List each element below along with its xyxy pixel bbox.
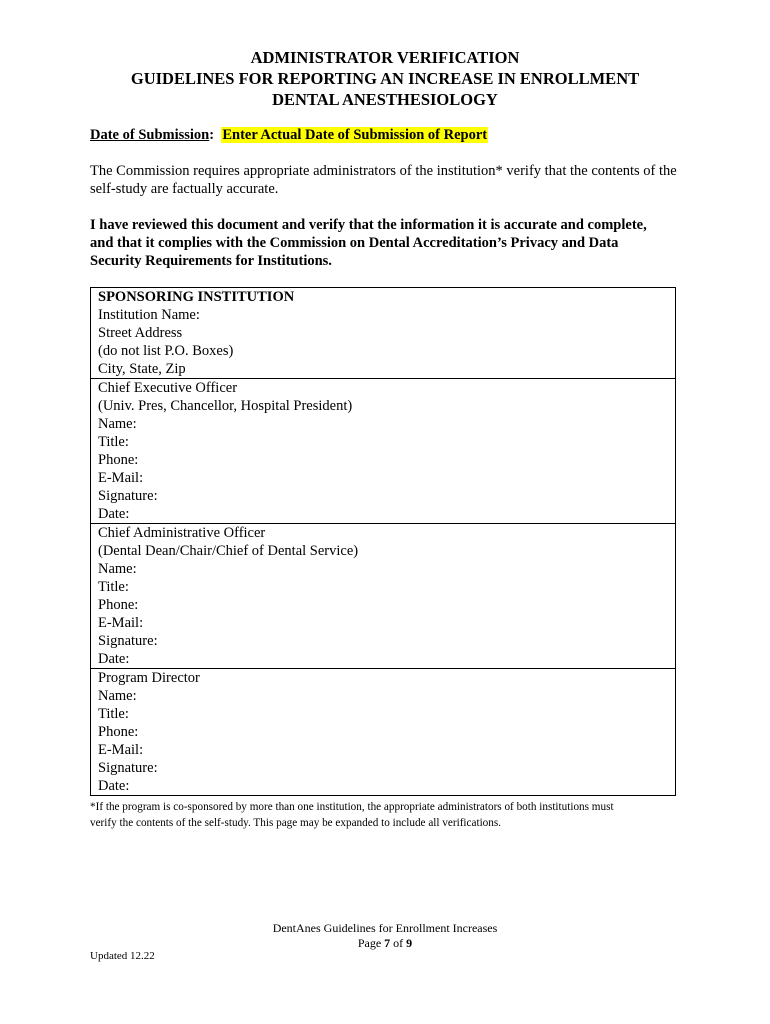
ceo-email-field[interactable]: E-Mail: <box>98 470 144 486</box>
footer-document-name: DentAnes Guidelines for Enrollment Increases <box>272 921 498 935</box>
ceo-role-note: (Univ. Pres, Chancellor, Hospital President) <box>98 398 353 414</box>
cao-section <box>91 523 675 668</box>
page-footer <box>0 921 770 951</box>
submission-date-value[interactable]: Enter Actual Date of Submission of Report <box>222 127 488 143</box>
ceo-heading: Chief Executive Officer <box>98 380 238 396</box>
page-number <box>0 936 770 951</box>
sponsoring-institution-heading: SPONSORING INSTITUTION <box>98 289 295 305</box>
page-total: 9 <box>406 936 413 950</box>
intro-paragraph: The Commission requires appropriate administrators of the institution* verify that the contents of the self-study are factually accurate. <box>90 163 677 197</box>
title-line-1: ADMINISTRATOR VERIFICATION <box>250 48 520 67</box>
updated-date: Updated 12.22 <box>90 950 155 962</box>
director-email-field[interactable]: E-Mail: <box>98 742 144 758</box>
program-director-heading: Program Director <box>98 670 200 686</box>
director-title-field[interactable]: Title: <box>98 706 129 722</box>
cao-name-field[interactable]: Name: <box>98 561 137 577</box>
footnote <box>90 799 690 831</box>
ceo-signature-field[interactable]: Signature: <box>98 488 158 504</box>
cao-title-field[interactable]: Title: <box>98 579 129 595</box>
footnote-line-1: *If the program is co-sponsored by more than one institution, the appropriate administrators of both institutions must <box>90 801 614 813</box>
cao-role-note: (Dental Dean/Chair/Chief of Dental Service) <box>98 543 359 559</box>
street-address-field[interactable]: Street Address <box>98 325 183 341</box>
ceo-name-field[interactable]: Name: <box>98 416 137 432</box>
director-date-field[interactable]: Date: <box>98 778 130 794</box>
footnote-line-2: verify the contents of the self-study. This page may be expanded to include all verifications. <box>90 817 502 829</box>
ceo-section <box>91 378 675 523</box>
ceo-title-field[interactable]: Title: <box>98 434 129 450</box>
ceo-date-field[interactable]: Date: <box>98 506 130 522</box>
verification-statement <box>90 216 690 270</box>
verification-form-table <box>90 287 676 796</box>
verification-line-1: I have reviewed this document and verify that the information it is accurate and complete, <box>90 217 647 233</box>
program-director-section <box>91 668 675 795</box>
director-phone-field[interactable]: Phone: <box>98 724 139 740</box>
cao-phone-field[interactable]: Phone: <box>98 597 139 613</box>
cao-date-field[interactable]: Date: <box>98 651 130 667</box>
page-current: 7 <box>384 936 391 950</box>
verification-line-3: Security Requirements for Institutions. <box>90 253 332 269</box>
cao-signature-field[interactable]: Signature: <box>98 633 158 649</box>
ceo-phone-field[interactable]: Phone: <box>98 452 139 468</box>
cao-email-field[interactable]: E-Mail: <box>98 615 144 631</box>
city-state-zip-field[interactable]: City, State, Zip <box>98 361 186 377</box>
street-address-note: (do not list P.O. Boxes) <box>98 343 234 359</box>
submission-date-label: Date of Submission <box>90 127 210 143</box>
sponsoring-institution-section <box>91 288 675 378</box>
submission-date-colon: : <box>209 127 215 143</box>
title-line-3: DENTAL ANESTHESIOLOGY <box>272 90 498 109</box>
cao-heading: Chief Administrative Officer <box>98 525 266 541</box>
page-of: of <box>390 936 407 950</box>
director-name-field[interactable]: Name: <box>98 688 137 704</box>
submission-date-row <box>90 127 488 144</box>
page-prefix: Page <box>357 936 385 950</box>
institution-name-field[interactable]: Institution Name: <box>98 307 200 323</box>
title-line-2: GUIDELINES FOR REPORTING AN INCREASE IN ENROLLMENT <box>130 69 640 88</box>
director-signature-field[interactable]: Signature: <box>98 760 158 776</box>
document-title <box>0 47 770 110</box>
verification-line-2: and that it complies with the Commission on Dental Accreditation’s Privacy and Data <box>90 235 619 251</box>
